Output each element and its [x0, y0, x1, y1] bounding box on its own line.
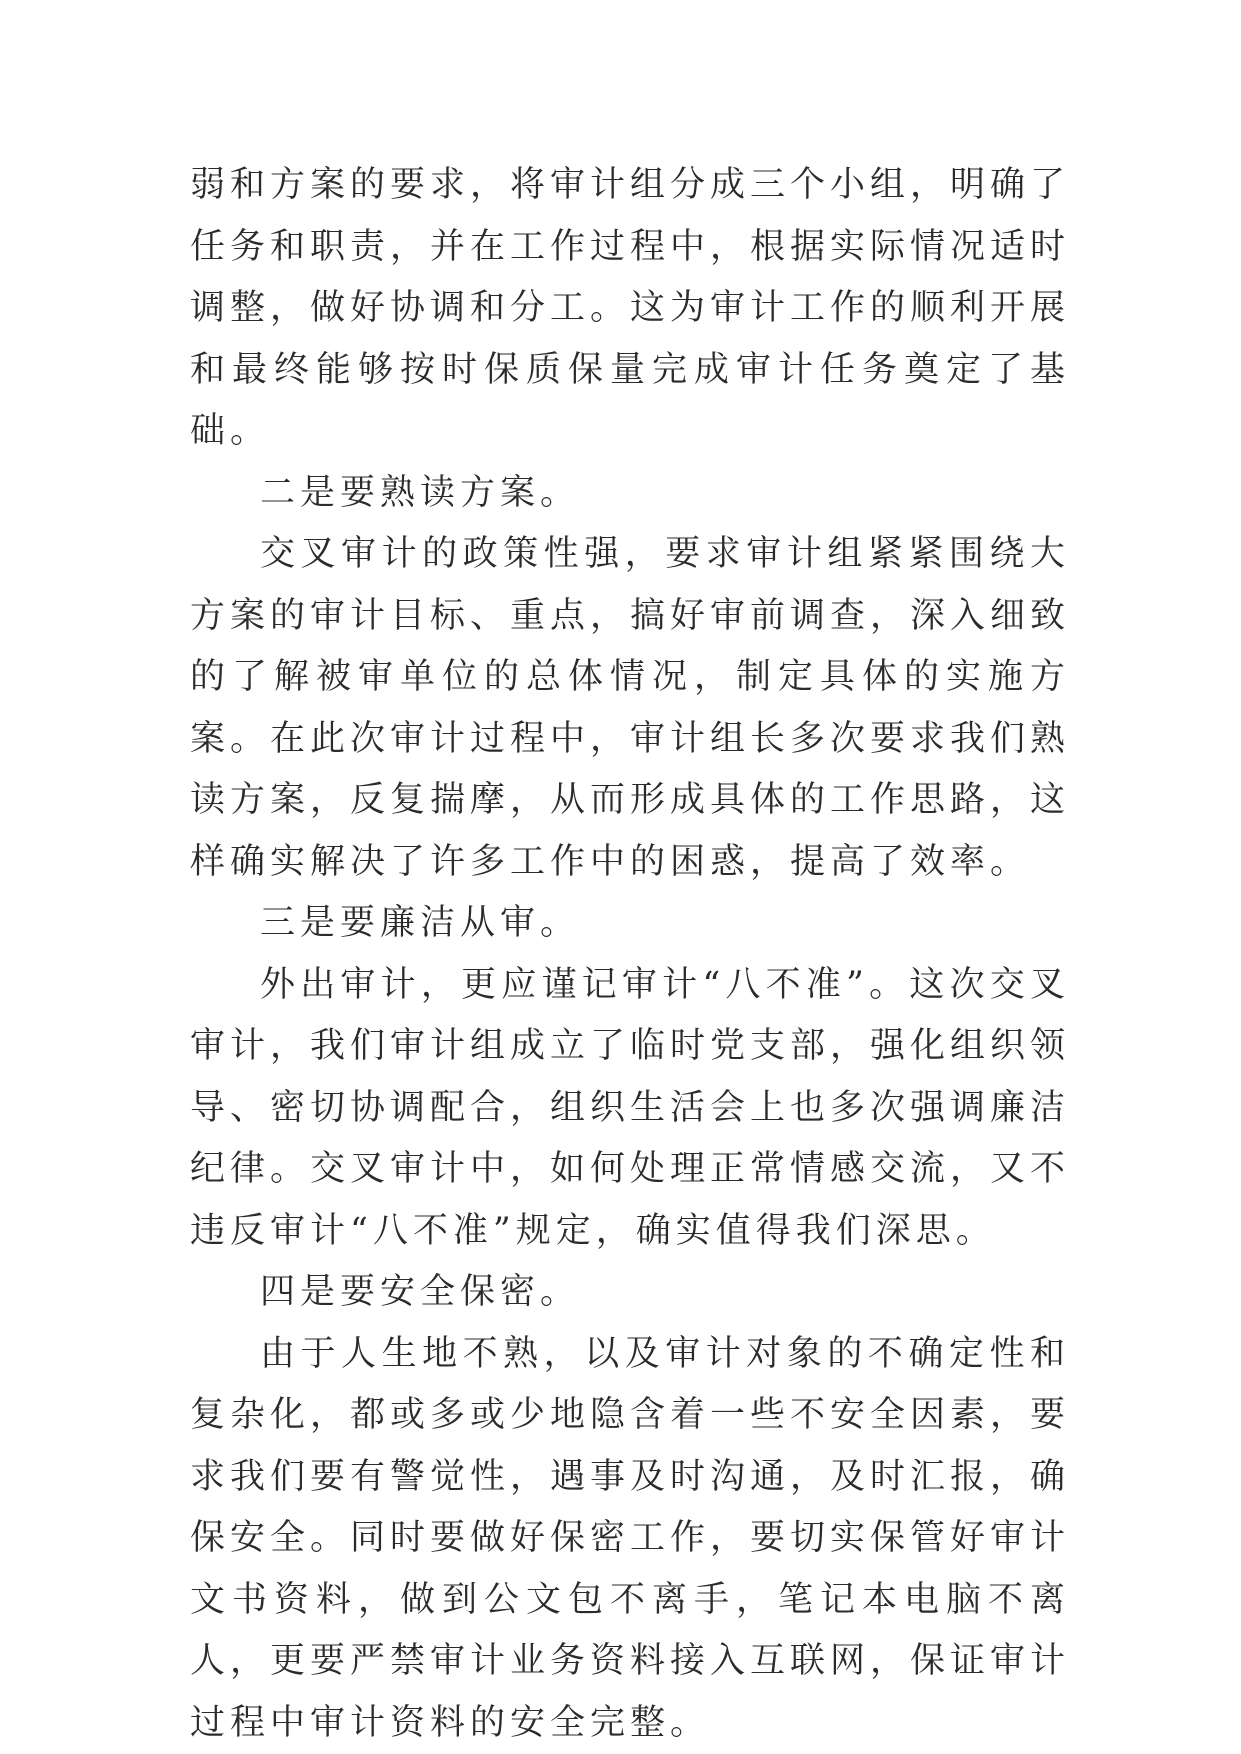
paragraph-continued-tasks: 弱和方案的要求，将审计组分成三个小组，明确了任务和职责，并在工作过程中，根据实际情况适时调整，做好协调和分工。这为审计工作的顺利开展和最终能够按时保质保量完成审计任务奠定了基础。: [190, 165, 1071, 451]
heading-security: 四是要安全保密。: [260, 1272, 581, 1312]
heading-read-plan: 二是要熟读方案。: [260, 472, 581, 513]
document-body: [190, 155, 1070, 1754]
paragraph-read-plan: 交叉审计的政策性强，要求审计组紧紧围绕大方案的审计目标、重点，搞好审前调查，深入细致的了解被审单位的总体情况，制定具体的实施方案。在此次审计过程中，审计组长多次要求我们熟读方案，反复揣摩，从而形成具体的工作思路，这样确实解决了许多工作中的困惑，提高了效率。: [190, 534, 1071, 882]
paragraph-integrity: 外出审计，更应谨记审计“八不准”。这次交叉审计，我们审计组成立了临时党支部，强化组织领导、密切协调配合，组织生活会上也多次强调廉洁纪律。交叉审计中，如何处理正常情感交流，又不违反审计“八不准”规定，确实值得我们深思。: [190, 964, 1071, 1251]
heading-integrity: 三是要廉洁从审。: [260, 903, 581, 943]
paragraph-security: 由于人生地不熟，以及审计对象的不确定性和复杂化，都或多或少地隐含着一些不安全因素，要求我们要有警觉性，遇事及时沟通，及时汇报，确保安全。同时要做好保密工作，要切实保管好审计文书资料，做到公文包不离手，笔记本电脑不离人，更要严禁审计业务资料接入互联网，保证审计过程中审计资料的安全完整。: [190, 1333, 1071, 1743]
